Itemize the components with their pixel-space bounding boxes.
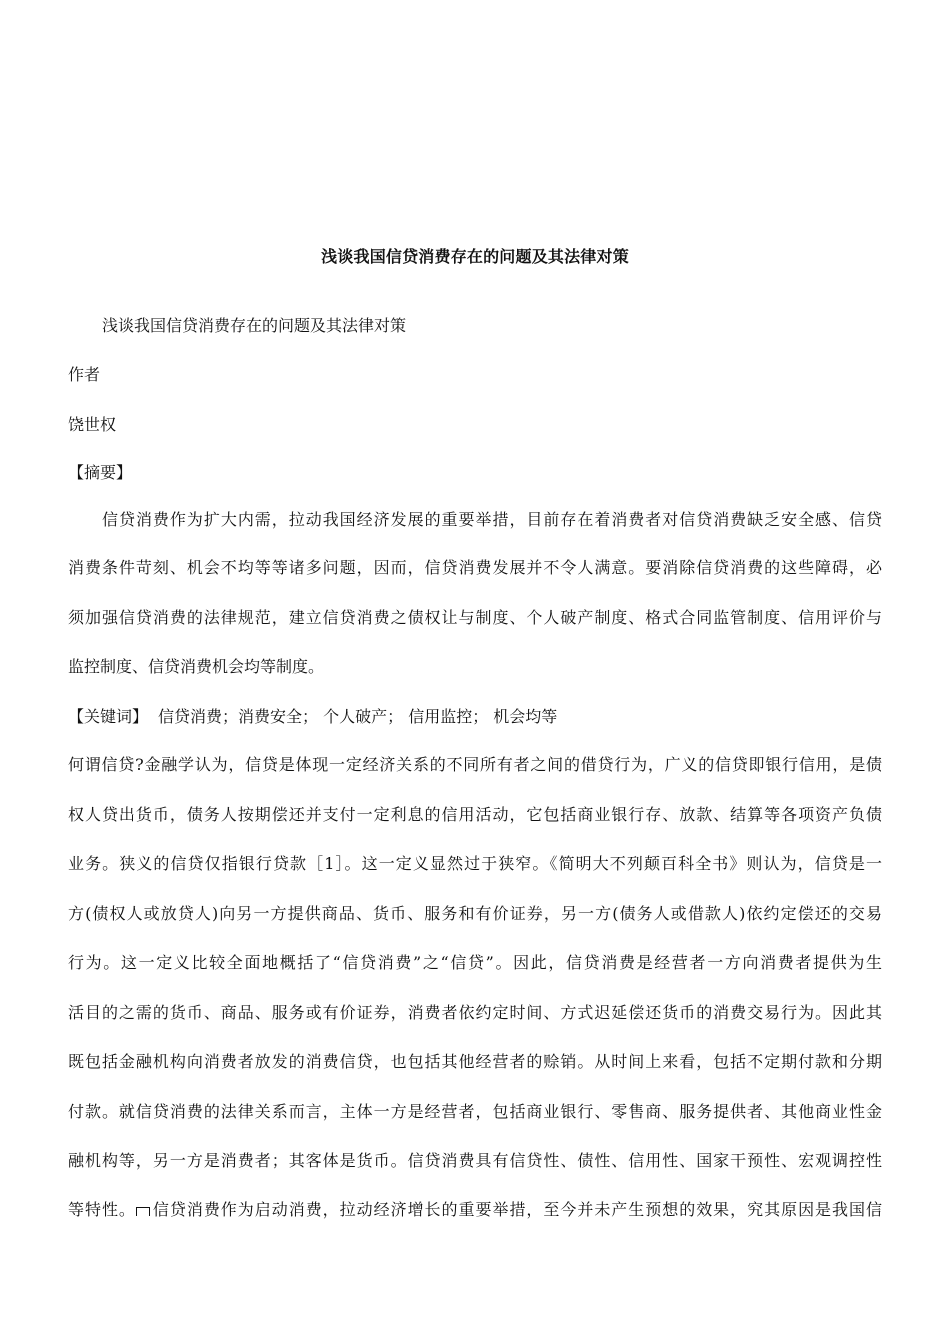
body-line: 方(债权人或放贷人)向另一方提供商品、货币、服务和有价证券，另一方(债务人或借款人)依约定偿还的交易 xyxy=(68,904,882,923)
abstract-line: 消费条件苛刻、机会不均等等诸多问题，因而，信贷消费发展并不令人满意。要消除信贷消费的这些障碍，必 xyxy=(68,558,882,577)
abstract-line: 监控制度、信贷消费机会均等制度。 xyxy=(68,657,325,676)
body-line-last xyxy=(68,1197,882,1220)
body-line: 行为。这一定义比较全面地概括了“信贷消费”之“信贷”。因此，信贷消费是经营者一方向消费者提供为生 xyxy=(68,953,882,972)
author-name: 饶世权 xyxy=(68,415,117,434)
abstract-line: 须加强信贷消费的法律规范，建立信贷消费之债权让与制度、个人破产制度、格式合同监管制度、信用评价与 xyxy=(68,608,882,627)
body-line: 既包括金融机构向消费者放发的消费信贷，也包括其他经营者的赊销。从时间上来看，包括不定期付款和分期 xyxy=(68,1052,882,1071)
body-line: 业务。狭义的信贷仅指银行贷款［1］。这一定义显然过于狭窄。《简明大不列颠百科全书》则认为，信贷是一 xyxy=(68,854,882,873)
body-line-prefix: 等特性。 xyxy=(68,1200,136,1219)
keywords-text: 信贷消费；消费安全； 个人破产； 信用监控； 机会均等 xyxy=(158,707,558,726)
keywords-label: 【关键词】 xyxy=(68,707,149,726)
bracket-mark-icon xyxy=(136,1207,150,1216)
body-line-rest: 信贷消费作为启动消费，拉动经济增长的重要举措，至今并未产生预想的效果，究其原因是我国信 xyxy=(151,1200,882,1219)
keywords-row xyxy=(68,704,557,727)
abstract-line: 信贷消费作为扩大内需，拉动我国经济发展的重要举措，目前存在着消费者对信贷消费缺乏安全感、信贷 xyxy=(102,510,882,529)
body-line: 何谓信贷?金融学认为，信贷是体现一定经济关系的不同所有者之间的借贷行为，广义的信贷即银行信用，是债 xyxy=(68,755,882,774)
body-line: 活目的之需的货币、商品、服务或有价证券，消费者依约定时间、方式迟延偿还货币的消费交易行为。因此其 xyxy=(68,1003,882,1022)
body-line: 付款。就信贷消费的法律关系而言，主体一方是经营者，包括商业银行、零售商、服务提供者、其他商业性金 xyxy=(68,1102,882,1121)
body-line: 融机构等，另一方是消费者；其客体是货币。信贷消费具有信贷性、债性、信用性、国家干预性、宏观调控性 xyxy=(68,1151,882,1170)
abstract-label: 【摘要】 xyxy=(68,463,133,482)
author-label: 作者 xyxy=(68,365,101,384)
document-title: 浅谈我国信贷消费存在的问题及其法律对策 xyxy=(321,247,629,266)
body-line: 权人贷出货币，债务人按期偿还并支付一定利息的信用活动，它包括商业银行存、放款、结算等各项资产负债 xyxy=(68,805,882,824)
article-subtitle: 浅谈我国信贷消费存在的问题及其法律对策 xyxy=(102,316,407,335)
